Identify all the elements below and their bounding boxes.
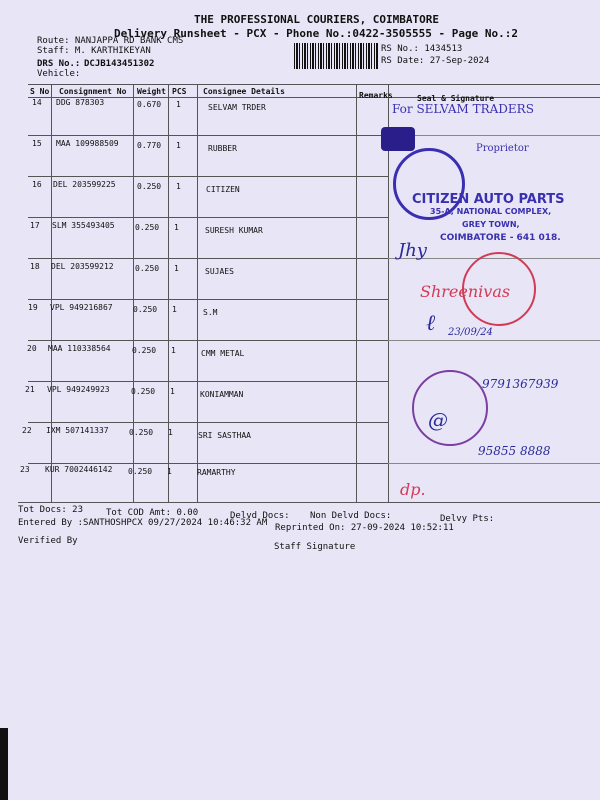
vehicle: Vehicle: — [37, 69, 81, 79]
col-divider — [356, 84, 357, 502]
row-19-cno: VPL 949216867 — [50, 303, 113, 312]
citizen-stamp-name: CITIZEN AUTO PARTS — [412, 192, 565, 207]
col-sno: S No — [30, 87, 50, 96]
total-cod: Tot COD Amt: 0.00 — [106, 508, 199, 518]
row-20-consignee: CMM METAL — [201, 349, 245, 358]
row-rule — [28, 258, 388, 259]
citizen-stamp-city: COIMBATORE - 641 018. — [440, 233, 561, 243]
row-21-consignee: KONIAMMAN — [200, 390, 244, 399]
seal-rule — [388, 340, 600, 341]
handwritten-date: 23/09/24 — [448, 327, 493, 338]
row-18-sno: 18 — [30, 262, 40, 271]
row-23-consignee: RAMARTHY — [197, 468, 236, 477]
row-rule — [28, 381, 388, 382]
selvam-stamp-name: For SELVAM TRADERS — [392, 102, 534, 116]
row-rule — [28, 340, 388, 341]
citizen-stamp-address: 35-A, NATIONAL COMPLEX, — [430, 207, 552, 216]
staff-signature: Staff Signature — [274, 542, 356, 552]
row-rule — [28, 135, 388, 136]
row-22-cno: IXM 507141337 — [46, 426, 109, 435]
row-18-cno: DEL 203599212 — [51, 262, 114, 271]
row-14-consignee: SELVAM TRDER — [208, 103, 266, 112]
scan-artifact — [0, 728, 8, 800]
row-17-cno: SLM 355493405 — [52, 221, 115, 230]
row-22-weight: 0.250 — [129, 428, 154, 437]
row-21-pcs: 1 — [170, 387, 175, 396]
table-bottom-rule — [18, 502, 600, 503]
row-19-weight: 0.250 — [133, 305, 158, 314]
row-15-weight: 0.770 — [137, 141, 162, 150]
row-18-pcs: 1 — [174, 264, 179, 273]
row-19-pcs: 1 — [172, 305, 177, 314]
red-signature: Shreenivas — [420, 282, 511, 301]
reprinted-on: Reprinted On: 27-09-2024 10:52:11 — [275, 523, 454, 533]
table-top-rule — [28, 84, 600, 85]
red-initials: dp. — [400, 480, 426, 499]
col-divider — [168, 84, 169, 502]
citizen-stamp-town: GREY TOWN, — [462, 220, 520, 229]
row-rule — [28, 176, 388, 177]
initials-signature: ℓ — [426, 311, 436, 336]
handwritten-phone-2: 95855 8888 — [478, 444, 551, 458]
blue-signature: Jhy — [398, 240, 427, 261]
row-19-sno: 19 — [28, 303, 38, 312]
row-rule — [28, 217, 388, 218]
row-23-sno: 23 — [20, 465, 30, 474]
row-20-pcs: 1 — [171, 346, 176, 355]
non-delivered-docs: Non Delvd Docs: — [310, 511, 392, 521]
seal-rule — [388, 135, 600, 136]
row-22-consignee: SRI SASTHAA — [198, 431, 251, 440]
row-17-weight: 0.250 — [135, 223, 160, 232]
delivery-points: Delvy Pts: — [440, 514, 495, 524]
drs-label: DRS No.: — [37, 59, 81, 69]
route: Route: NANJAPPA RD BANK CMS — [37, 36, 184, 46]
table-header-rule — [28, 97, 600, 98]
company-name: THE PROFESSIONAL COURIERS, COIMBATORE — [194, 13, 440, 26]
selvam-stamp-role: Proprietor — [476, 143, 529, 154]
row-16-pcs: 1 — [176, 182, 181, 191]
row-16-sno: 16 — [32, 180, 42, 189]
row-15-cno: MAA 109988509 — [56, 139, 119, 148]
col-divider — [51, 84, 52, 502]
row-22-pcs: 1 — [168, 428, 173, 437]
col-remarks: Remarks — [359, 91, 393, 100]
runsheet-title: Delivery Runsheet - PCX - Phone No.:0422-3505555 - Page No.:2 — [114, 27, 518, 40]
row-23-weight: 0.250 — [128, 467, 153, 476]
row-23-cno: KUR 7002446142 — [45, 465, 113, 474]
col-weight: Weight — [137, 87, 166, 96]
col-consignee: Consignee Details — [203, 87, 285, 96]
row-18-consignee: SUJAES — [205, 267, 234, 276]
row-rule — [28, 463, 388, 464]
row-14-sno: 14 — [32, 98, 42, 107]
row-17-pcs: 1 — [174, 223, 179, 232]
staff: Staff: M. KARTHIKEYAN — [37, 46, 151, 56]
row-20-sno: 20 — [27, 344, 37, 353]
row-17-sno: 17 — [30, 221, 40, 230]
col-consignment: Consignment No — [59, 87, 127, 96]
delivered-docs: Delvd Docs: — [230, 511, 290, 521]
handwritten-phone: 9791367939 — [482, 377, 559, 391]
row-15-consignee: RUBBER — [208, 144, 237, 153]
col-divider — [133, 84, 134, 502]
total-docs: Tot Docs: 23 — [18, 505, 84, 515]
barcode — [294, 43, 378, 69]
verified-by: Verified By — [18, 536, 78, 546]
row-rule — [28, 299, 388, 300]
row-23-pcs: 1 — [167, 467, 172, 476]
row-16-consignee: CITIZEN — [206, 185, 240, 194]
row-14-weight: 0.670 — [137, 100, 162, 109]
seal-rule — [388, 463, 600, 464]
row-21-weight: 0.250 — [131, 387, 156, 396]
row-19-consignee: S.M — [203, 308, 218, 317]
rs-number: RS No.: 1434513 — [381, 44, 463, 54]
row-20-weight: 0.250 — [132, 346, 157, 355]
row-17-consignee: SURESH KUMAR — [205, 226, 263, 235]
row-21-sno: 21 — [25, 385, 35, 394]
row-16-weight: 0.250 — [137, 182, 162, 191]
row-21-cno: VPL 949249923 — [47, 385, 110, 394]
row-18-weight: 0.250 — [135, 264, 160, 273]
circle-signature: @ — [428, 408, 448, 432]
row-14-cno: DDG 878303 — [56, 98, 105, 107]
row-16-cno: DEL 203599225 — [53, 180, 116, 189]
purple-round-stamp — [412, 370, 488, 446]
row-15-sno: 15 — [32, 139, 42, 148]
row-15-pcs: 1 — [176, 141, 181, 150]
ink-blot — [381, 127, 415, 151]
row-14-pcs: 1 — [176, 100, 181, 109]
entered-by: Entered By :SANTHOSHPCX 09/27/2024 10:46:32 AM — [18, 518, 268, 528]
col-seal: Seal & Signature — [417, 94, 495, 103]
row-22-sno: 22 — [22, 426, 32, 435]
rs-date: RS Date: 27-Sep-2024 — [381, 56, 490, 66]
col-pcs: PCS — [172, 87, 187, 96]
row-rule — [28, 422, 388, 423]
drs-number: DCJB143451302 — [84, 59, 155, 69]
row-20-cno: MAA 110338564 — [48, 344, 111, 353]
